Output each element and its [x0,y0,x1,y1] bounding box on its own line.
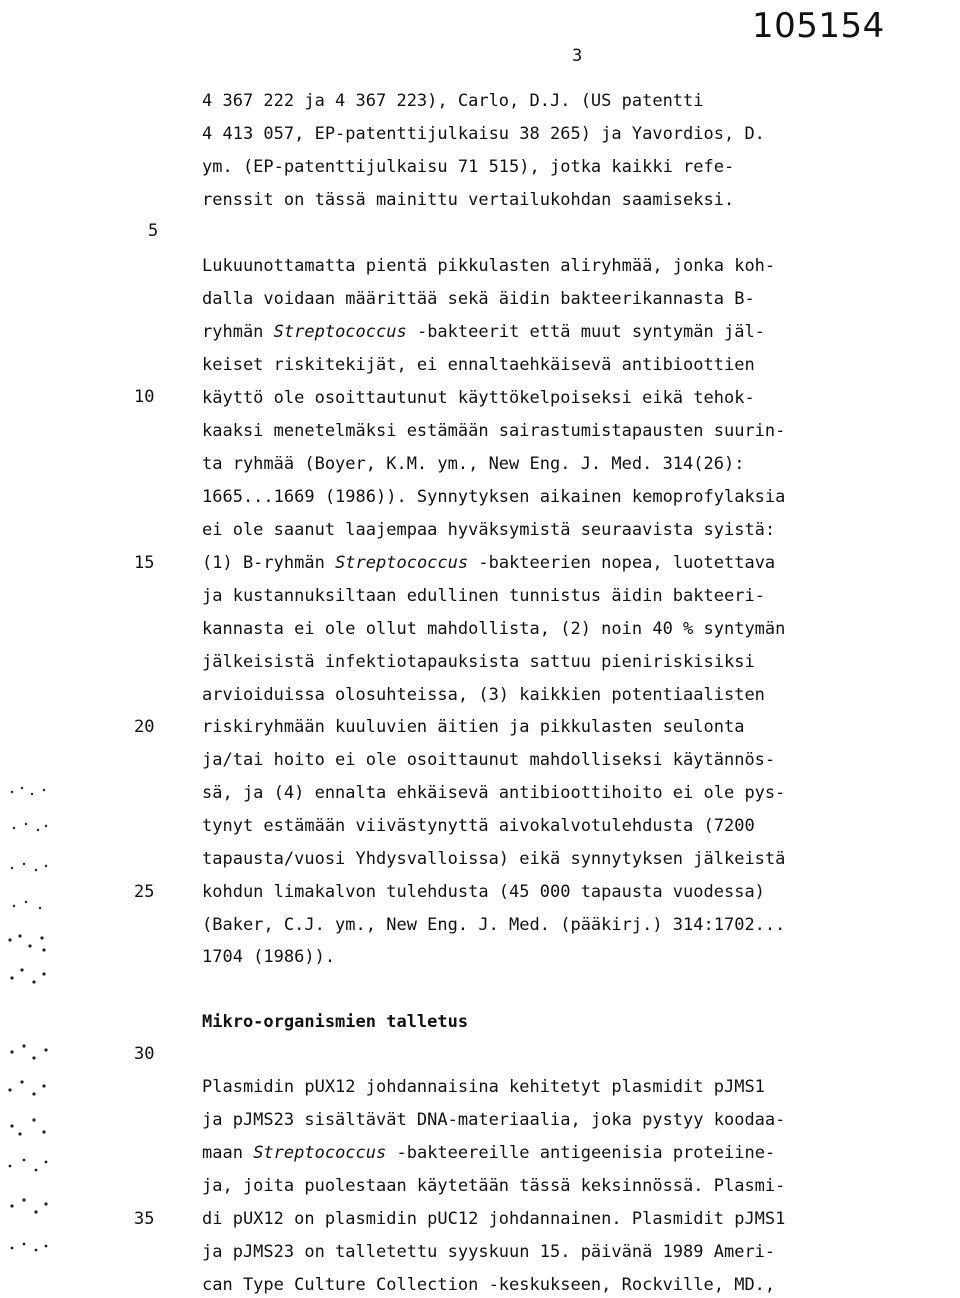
text-line: keiset riskitekijät, ei ennaltaehkäisevä antibioottien [202,355,755,375]
text-line: Plasmidin pUX12 johdannaisina kehitetyt plasmidit pJMS1 [202,1077,765,1097]
text-line: dalla voidaan määrittää sekä äidin bakteerikannasta B- [202,289,755,309]
margin-line-number: 20 [134,717,155,737]
text-line: (Baker, C.J. ym., New Eng. J. Med. (pääkirj.) 314:1702... [202,915,786,935]
text-line: käyttö ole osoittautunut käyttökelpoiseksi eikä tehok- [202,388,755,408]
text-segment: -bakteerien nopea, luotettava [468,553,776,573]
text-segment: maan [202,1143,254,1163]
margin-line-number: 10 [134,387,155,407]
text-line: riskiryhmään kuuluvien äitien ja pikkulasten seulonta [202,717,745,737]
text-line: tapausta/vuosi Yhdysvalloissa) eikä synnytyksen jälkeistä [202,849,786,869]
text-line: can Type Culture Collection -keskukseen, Rockville, MD., [202,1275,776,1295]
text-line: renssit on tässä mainittu vertailukohdan saamiseksi. [202,190,735,210]
text-segment: -bakteerit että muut syntymän jäl- [406,322,765,342]
species-name: Streptococcus [335,553,469,573]
page-number: 3 [572,46,583,66]
margin-dots-decoration [0,770,60,1280]
margin-line-number: 25 [134,882,155,902]
text-line: arvioiduissa olosuhteissa, (3) kaikkien potentiaalisten [202,685,765,705]
text-line: Lukuunottamatta pientä pikkulasten aliryhmää, jonka koh- [202,256,776,276]
text-line: ei ole saanut laajempaa hyväksymistä seuraavista syistä: [202,520,776,540]
text-line: kohdun limakalvon tulehdusta (45 000 tapausta vuodessa) [202,882,765,902]
text-line: 4 413 057, EP-patenttijulkaisu 38 265) ja Yavordios, D. [202,124,765,144]
text-segment: -bakteereille antigeenisia proteiine- [386,1143,776,1163]
text-line: ja pJMS23 sisältävät DNA-materiaalia, joka pystyy koodaa- [202,1110,786,1130]
text-line: 1665...1669 (1986)). Synnytyksen aikainen kemoprofylaksia [202,487,786,507]
text-line [202,321,765,343]
text-line: 1704 (1986)). [202,947,336,967]
species-name: Streptococcus [273,322,407,342]
margin-line-number: 30 [134,1044,155,1064]
text-line: ja pJMS23 on talletettu syyskuun 15. päivänä 1989 Ameri- [202,1242,776,1262]
text-segment: (1) B-ryhmän [202,553,336,573]
text-line: kannasta ei ole ollut mahdollista, (2) noin 40 % syntymän [202,619,786,639]
text-line: sä, ja (4) ennalta ehkäisevä antibioottihoito ei ole pys- [202,783,786,803]
document-number: 105154 [752,6,885,46]
species-name: Streptococcus [253,1143,387,1163]
text-line: di pUX12 on plasmidin pUC12 johdannainen. Plasmidit pJMS1 [202,1209,786,1229]
text-line: ja/tai hoito ei ole osoittaunut mahdolliseksi käytännös- [202,750,776,770]
margin-line-number: 5 [148,221,159,241]
text-line: ja kustannuksiltaan edullinen tunnistus äidin bakteeri- [202,586,765,606]
section-heading: Mikro-organismien talletus [202,1012,469,1032]
text-line: 4 367 222 ja 4 367 223), Carlo, D.J. (US patentti [202,91,704,111]
text-line: ja, joita puolestaan käytetään tässä keksinnössä. Plasmi- [202,1176,786,1196]
text-line [202,552,775,574]
text-line: ta ryhmää (Boyer, K.M. ym., New Eng. J. Med. 314(26): [202,454,745,474]
margin-line-number: 15 [134,553,155,573]
text-line: tynyt estämään viivästynyttä aivokalvotulehdusta (7200 [202,816,755,836]
text-line: ym. (EP-patenttijulkaisu 71 515), jotka kaikki refe- [202,157,735,177]
text-segment: ryhmän [202,322,274,342]
text-line [202,1142,775,1164]
margin-line-number: 35 [134,1209,155,1229]
text-line: jälkeisistä infektiotapauksista sattuu pieniriskisiksi [202,652,755,672]
text-line: kaaksi menetelmäksi estämään sairastumistapausten suurin- [202,421,786,441]
